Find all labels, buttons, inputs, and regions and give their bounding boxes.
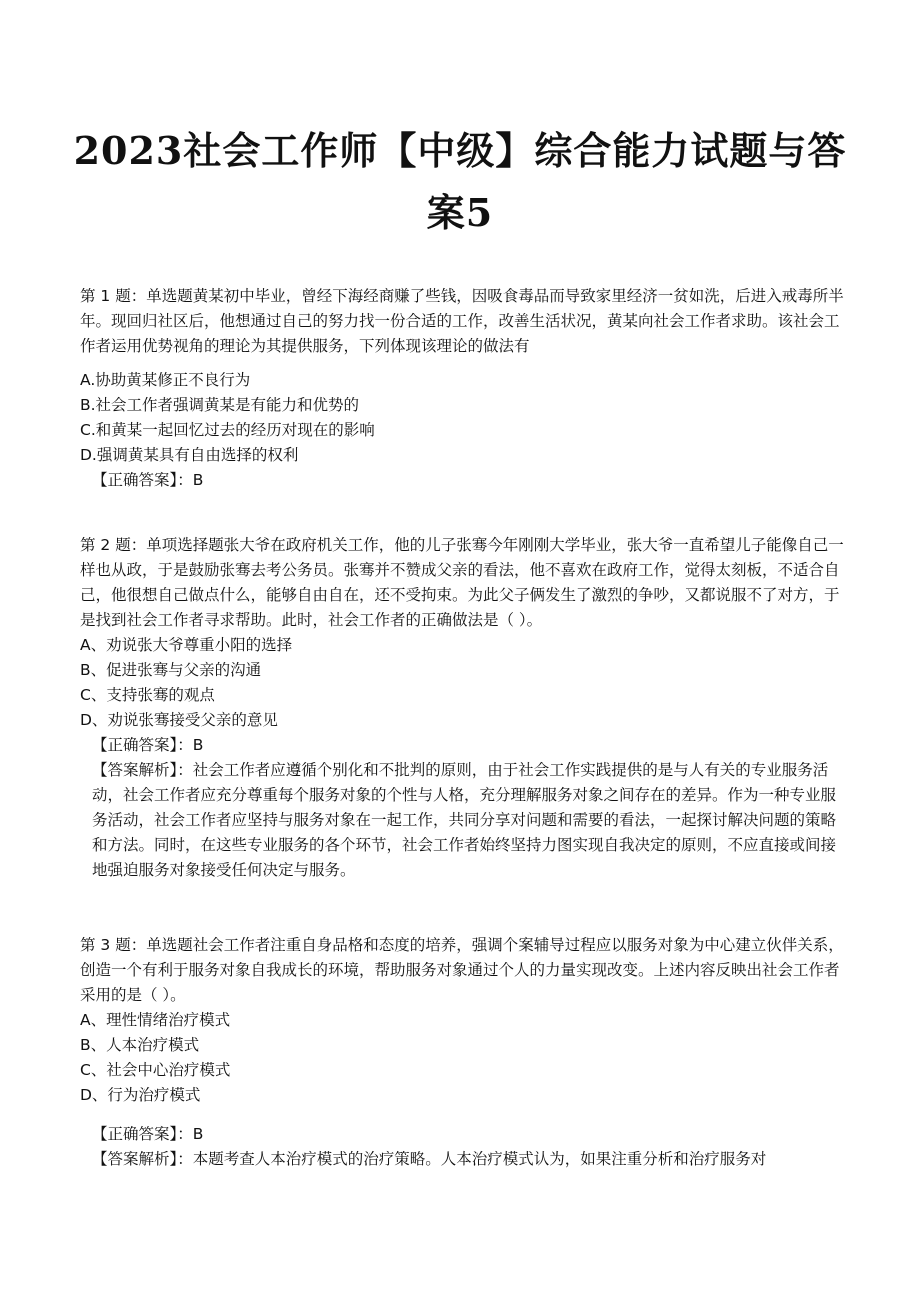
option-d: D、行为治疗模式 [80, 1086, 201, 1104]
option-a: A.协助黄某修正不良行为 [80, 371, 251, 389]
option-b: B、促进张骞与父亲的沟通 [80, 661, 262, 679]
option-c: C、社会中心治疗模式 [80, 1061, 231, 1079]
option-d: D.强调黄某具有自由选择的权利 [80, 446, 299, 464]
question-2 [80, 533, 850, 883]
question-stem: 第 3 题：单选题社会工作者注重自身品格和态度的培养，强调个案辅导过程应以服务对象为中心建立伙伴关系，创造一个有利于服务对象自我成长的环境，帮助服务对象通过个人的力量实现改变。上述内容反映出社会工作者采用的是（ ）。 [80, 936, 844, 1004]
correct-answer: 【正确答案】：B [92, 471, 204, 489]
question-3 [80, 933, 850, 1172]
correct-answer: 【正确答案】：B [92, 1125, 204, 1143]
question-stem: 第 1 题：单选题黄某初中毕业，曾经下海经商赚了些钱，因吸食毒品而导致家里经济一贫如洗，后进入戒毒所半年。现回归社区后，他想通过自己的努力找一份合适的工作，改善生活状况，黄某向社会工作者求助。该社会工作者运用优势视角的理论为其提供服务，下列体现该理论的做法有 [80, 287, 844, 355]
answer-analysis: 【答案解析】：社会工作者应遵循个别化和不批判的原则，由于社会工作实践提供的是与人有关的专业服务活动，社会工作者应充分尊重每个服务对象的个性与人格，充分理解服务对象之间存在的差异。作为一种专业服务活动，社会工作者应坚持与服务对象在一起工作，共同分享对问题和需要的看法，一起探讨解决问题的策略和方法。同时，在这些专业服务的各个环节，社会工作者始终坚持力图实现自我决定的原则，不应直接或间接地强迫服务对象接受任何决定与服务。 [92, 761, 837, 879]
option-a: A、理性情绪治疗模式 [80, 1011, 231, 1029]
question-stem: 第 2 题：单项选择题张大爷在政府机关工作，他的儿子张骞今年刚刚大学毕业，张大爷一直希望儿子能像自己一样也从政，于是鼓励张骞去考公务员。张骞并不赞成父亲的看法，他不喜欢在政府工作，觉得太刻板，不适合自己，他很想自己做点什么，能够自由自在，还不受拘束。为此父子俩发生了激烈的争吵，又都说服不了对方，于是找到社会工作者寻求帮助。此时，社会工作者的正确做法是（ ）。 [80, 536, 844, 629]
option-a: A、劝说张大爷尊重小阳的选择 [80, 636, 293, 654]
document-title: 2023社会工作师【中级】综合能力试题与答案5 [73, 128, 847, 235]
option-b: B.社会工作者强调黄某是有能力和优势的 [80, 396, 360, 414]
option-c: C、支持张骞的观点 [80, 686, 215, 704]
correct-answer: 【正确答案】：B [92, 736, 204, 754]
answer-analysis: 【答案解析】：本题考查人本治疗模式的治疗策略。人本治疗模式认为，如果注重分析和治疗服务对 [92, 1150, 767, 1168]
option-c: C.和黄某一起回忆过去的经历对现在的影响 [80, 421, 375, 439]
option-d: D、劝说张骞接受父亲的意见 [80, 711, 278, 729]
option-b: B、人本治疗模式 [80, 1036, 200, 1054]
question-1 [80, 284, 850, 493]
